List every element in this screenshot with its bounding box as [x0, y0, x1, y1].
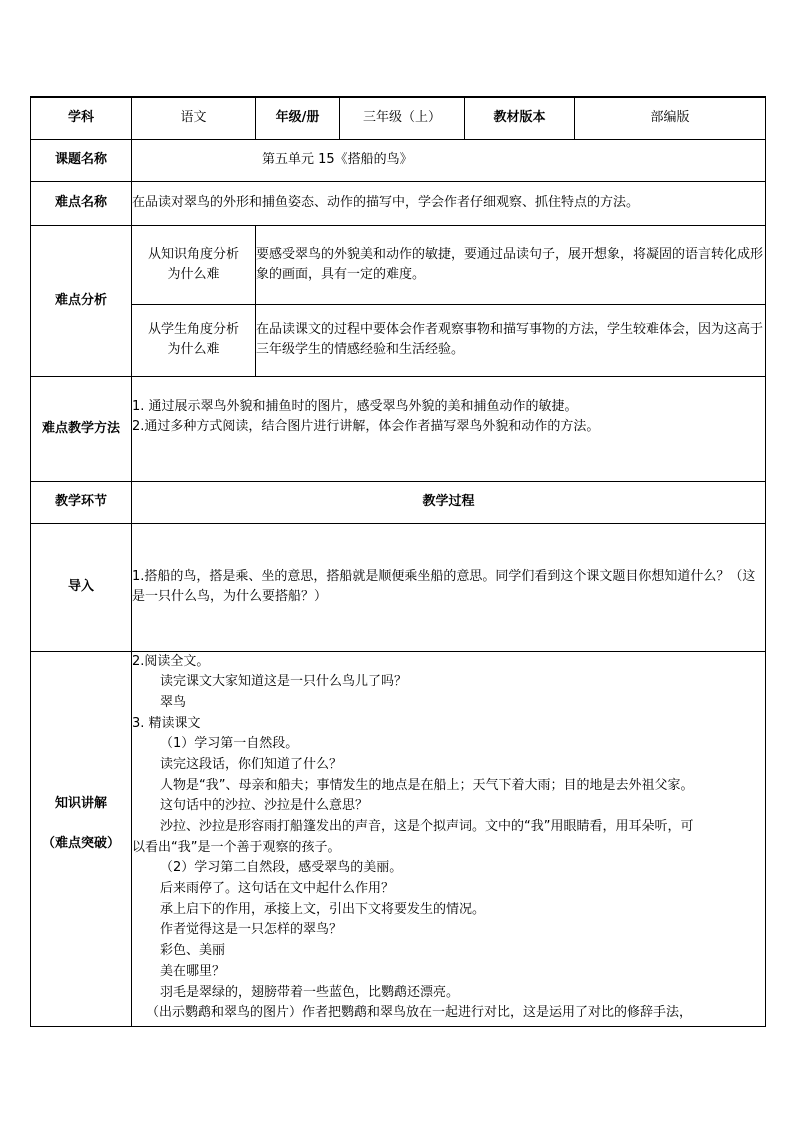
content-line: 这句话中的沙拉、沙拉是什么意思？ — [160, 798, 369, 814]
content-line: 以看出“我”是一个善于观察的孩子。 — [132, 839, 341, 855]
methods-list — [132, 376, 766, 481]
grade-label: 年级/册 — [256, 97, 340, 139]
content-line: 羽毛是翠绿的，翅膀带着一些蓝色，比鹦鹉还漂亮。 — [160, 984, 460, 1000]
row-intro — [31, 523, 766, 651]
student-angle-line-2: 为什么难 — [167, 342, 220, 357]
knowledge-label-line-1: 知识讲解 — [54, 795, 107, 811]
difficulty-label: 难点名称 — [31, 181, 132, 225]
row-subject — [31, 97, 766, 139]
content-line: 翠鸟 — [160, 694, 187, 710]
topic-text: 第五单元 15《搭船的鸟》 — [262, 152, 413, 167]
process-header: 教学过程 — [132, 481, 766, 523]
content-line: （1）学习第一自然段。 — [160, 736, 299, 752]
content-line: 承上启下的作用，承接上文，引出下文将要发生的情况。 — [160, 901, 486, 917]
content-line: 2.阅读全文。 — [132, 653, 210, 669]
row-difficulty — [31, 181, 766, 225]
method-item: 1. 通过展示翠鸟外貌和捕鱼时的图片，感受翠鸟外貌的美和捕鱼动作的敏捷。 — [132, 398, 578, 414]
content-line: 沙拉、沙拉是形容雨打船篷发出的声音，这是个拟声词。文中的“我”用眼睛看，用耳朵听，可 — [160, 819, 694, 834]
content-line: 后来雨停了。这句话在文中起什么作用？ — [160, 881, 395, 897]
subject-label: 学科 — [31, 97, 132, 139]
content-line: 美在哪里？ — [160, 963, 226, 979]
intro-text: 1.搭船的鸟，搭是乘、坐的意思，搭船就是顺便乘坐船的意思。同学们看到这个课文题目你想知道什么？（这是一只什么鸟，为什么要搭船？） — [132, 523, 766, 651]
topic-value — [132, 139, 766, 181]
subject-value: 语文 — [132, 97, 256, 139]
stage-header: 教学环节 — [31, 481, 132, 523]
content-line: （2）学习第二自然段，感受翠鸟的美丽。 — [160, 860, 403, 876]
knowledge-angle-text: 要感受翠鸟的外貌美和动作的敏捷，要通过品读句子，展开想象，将凝固的语言转化成形象的画面，具有一定的难度。 — [256, 225, 766, 304]
methods-label: 难点教学方法 — [31, 376, 132, 481]
edition-value: 部编版 — [575, 97, 766, 139]
difficulty-value: 在品读对翠鸟的外形和捕鱼姿态、动作的描写中，学会作者仔细观察、抓住特点的方法。 — [132, 181, 766, 225]
knowledge-angle-line-2: 为什么难 — [167, 266, 220, 282]
content-line: 彩色、美丽 — [160, 943, 226, 959]
content-line: 3. 精读课文 — [132, 715, 201, 731]
row-section-header — [31, 481, 766, 523]
student-angle-label — [132, 304, 256, 376]
knowledge-label — [31, 651, 132, 1026]
grade-value: 三年级（上） — [340, 97, 465, 139]
analysis-label: 难点分析 — [31, 225, 132, 376]
content-line: 读完课文大家知道这是一只什么鸟儿了吗？ — [160, 674, 408, 690]
student-angle-line-1: 从学生角度分析 — [147, 322, 239, 337]
row-topic — [31, 139, 766, 181]
knowledge-angle-line-1: 从知识角度分析 — [147, 246, 239, 262]
row-analysis-knowledge — [31, 225, 766, 304]
knowledge-label-line-2: （难点突破） — [41, 835, 120, 851]
topic-label: 课题名称 — [31, 139, 132, 181]
row-analysis-student — [31, 304, 766, 376]
row-knowledge — [31, 651, 766, 1026]
content-line: 读完这段话，你们知道了什么？ — [160, 756, 343, 772]
knowledge-content — [132, 651, 766, 1026]
content-line: 人物是“我”、母亲和船夫；事情发生的地点是在船上；天气下着大雨；目的地是去外祖父家。 — [160, 777, 694, 793]
row-methods — [31, 376, 766, 481]
edition-label: 教材版本 — [465, 97, 575, 139]
method-item: 2.通过多种方式阅读，结合图片进行讲解，体会作者描写翠鸟外貌和动作的方法。 — [132, 418, 600, 434]
knowledge-angle-label — [132, 225, 256, 304]
student-angle-text: 在品读课文的过程中要体会作者观察事物和描写事物的方法，学生较难体会，因为这高于三年级学生的情感经验和生活经验。 — [256, 304, 766, 376]
lesson-plan-table — [30, 96, 766, 1027]
content-line: 作者觉得这是一只怎样的翠鸟？ — [160, 922, 343, 938]
content-line: （出示鹦鹉和翠鸟的图片）作者把鹦鹉和翠鸟放在一起进行对比，这是运用了对比的修辞手法， — [146, 1005, 693, 1021]
intro-label: 导入 — [31, 523, 132, 651]
